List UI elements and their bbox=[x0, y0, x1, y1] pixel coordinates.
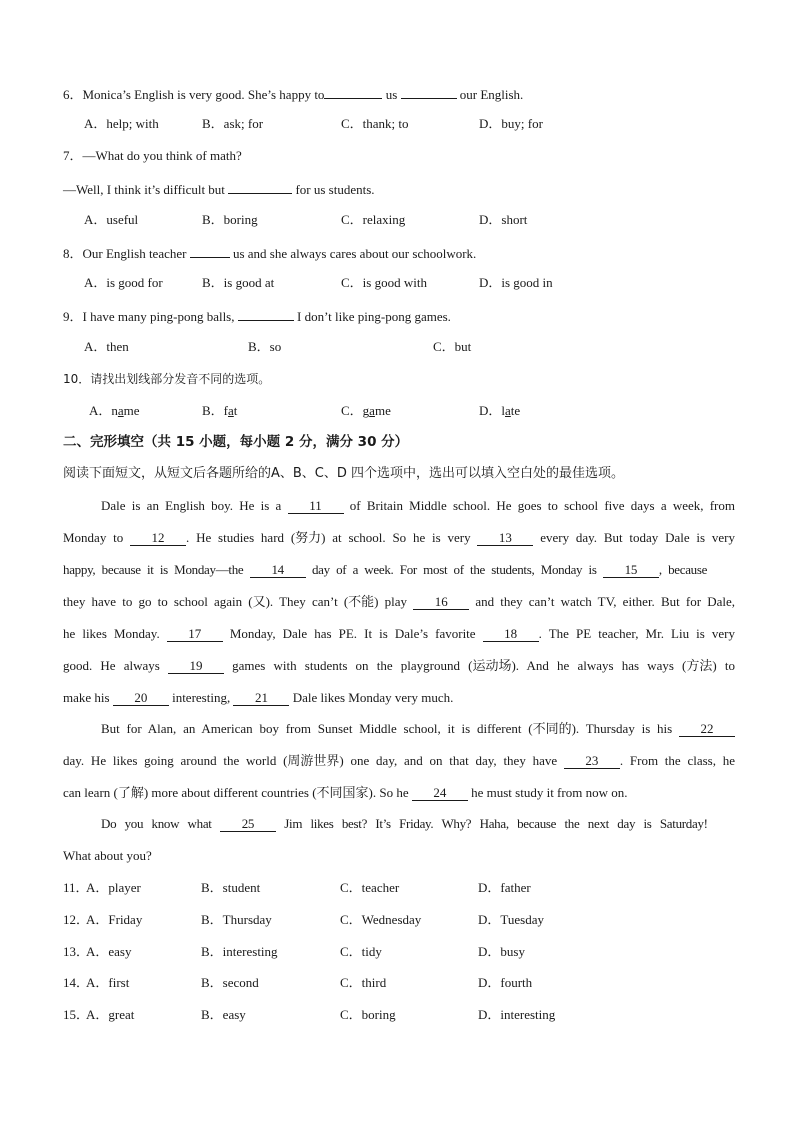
cloze-question-number: 15． bbox=[63, 1007, 90, 1023]
q9-stem-a: 9．I have many ping-pong balls, bbox=[63, 309, 238, 324]
passage-paragraph-2 bbox=[63, 720, 735, 816]
q6-blank-1 bbox=[324, 84, 382, 99]
cloze-blank-24: 24 bbox=[412, 785, 468, 801]
passage-text: they have to go to school again (又). They can’t (不能) play bbox=[63, 594, 414, 609]
q9-blank bbox=[238, 306, 294, 321]
passage-text: make his bbox=[63, 690, 113, 705]
q7-stem-b: for us students. bbox=[292, 182, 375, 197]
passage-text: day. He likes going around the world (周游世界) one day, and on that day, they have bbox=[63, 753, 564, 768]
passage-text: Monday, Dale has PE. It is Dale’s favorite bbox=[222, 626, 483, 641]
passage-line bbox=[63, 784, 735, 802]
section-2-instruction: 阅读下面短文，从短文后各题所给的A、B、C、D 四个选项中，选出可以填入空白处的最佳选项。 bbox=[63, 466, 625, 481]
cloze-option-d: D．Tuesday bbox=[478, 911, 544, 927]
cloze-option-b: B．second bbox=[201, 975, 259, 991]
q6-option-b: B．ask; for bbox=[202, 116, 264, 131]
passage-line bbox=[63, 529, 735, 547]
q9-option-a: A．then bbox=[84, 339, 129, 354]
cloze-question-row bbox=[63, 974, 735, 992]
cloze-blank-22: 22 bbox=[679, 721, 735, 737]
cloze-blank-15: 15 bbox=[603, 562, 659, 578]
passage-text: and they can’t watch TV, either. But for Dale, bbox=[469, 594, 735, 609]
passage-line bbox=[63, 657, 735, 675]
q7-option-d: D．short bbox=[479, 212, 528, 227]
q8-option-a: A．is good for bbox=[84, 275, 163, 290]
cloze-option-c: C．third bbox=[340, 975, 387, 991]
q8-stem-a: 8．Our English teacher bbox=[63, 246, 190, 261]
passage-line bbox=[63, 593, 735, 611]
q9-stem-b: I don’t like ping-pong games. bbox=[293, 309, 451, 324]
passage-line bbox=[63, 497, 735, 515]
q6-option-a: A．help; with bbox=[84, 116, 159, 131]
q6-blank-2 bbox=[401, 84, 457, 99]
q8-option-b: B．is good at bbox=[202, 275, 275, 290]
q10-option-c: C．game bbox=[341, 403, 391, 418]
passage-line bbox=[63, 815, 735, 833]
cloze-option-a: A．first bbox=[86, 975, 130, 991]
passage-paragraph-3 bbox=[63, 815, 735, 879]
cloze-option-b: B．interesting bbox=[201, 943, 278, 959]
cloze-question-row bbox=[63, 879, 735, 897]
cloze-option-d: D．busy bbox=[478, 943, 525, 959]
cloze-question-row bbox=[63, 1006, 735, 1024]
q6-stem-c: our English. bbox=[456, 87, 524, 102]
cloze-blank-13: 13 bbox=[477, 530, 533, 546]
cloze-blank-25: 25 bbox=[220, 816, 276, 832]
passage-text: Dale is an English boy. He is a bbox=[101, 498, 288, 513]
cloze-option-c: C．teacher bbox=[340, 880, 400, 895]
cloze-blank-16: 16 bbox=[413, 594, 469, 610]
passage-line bbox=[63, 847, 735, 865]
cloze-option-b: B．easy bbox=[201, 1007, 246, 1023]
cloze-option-a: A．great bbox=[86, 1007, 135, 1023]
passage-text: day of a week. For most of the students, Monday is bbox=[305, 562, 603, 577]
cloze-option-c: C．boring bbox=[340, 1007, 396, 1023]
q9-option-c: C．but bbox=[433, 339, 472, 354]
q9-option-b: B．so bbox=[248, 339, 282, 354]
passage-text: good. He always bbox=[63, 658, 168, 673]
cloze-question-number: 11． bbox=[63, 880, 89, 895]
question-6 bbox=[63, 84, 735, 104]
cloze-blank-12: 12 bbox=[130, 530, 186, 546]
question-10: 10．请找出划线部分发音不同的选项。 bbox=[63, 372, 271, 386]
passage-text: Do you know what bbox=[101, 816, 220, 831]
passage-text: Monday to bbox=[63, 530, 131, 545]
passage-text: Dale likes Monday very much. bbox=[289, 690, 454, 705]
passage-text: , because bbox=[658, 562, 708, 577]
cloze-option-d: D．fourth bbox=[478, 975, 533, 991]
q10-underlined-letter: a bbox=[369, 403, 375, 418]
q7-option-b: B．boring bbox=[202, 212, 258, 227]
q10-option-a: A．name bbox=[89, 403, 140, 418]
cloze-option-d: D．interesting bbox=[478, 1007, 556, 1023]
q8-stem-b: us and she always cares about our schoolwork. bbox=[229, 246, 477, 261]
passage-line bbox=[63, 561, 735, 579]
cloze-option-a: A．player bbox=[86, 880, 141, 895]
cloze-question-row bbox=[63, 911, 735, 929]
q8-option-c: C．is good with bbox=[341, 275, 427, 290]
cloze-question-number: 13． bbox=[63, 943, 90, 959]
passage-line bbox=[63, 720, 735, 738]
question-8 bbox=[63, 243, 735, 263]
passage-line bbox=[63, 689, 735, 707]
cloze-option-c: C．tidy bbox=[340, 943, 382, 959]
cloze-blank-20: 20 bbox=[113, 690, 169, 706]
passage-text: happy, because it is Monday—the bbox=[63, 562, 250, 577]
q6-option-c: C．thank; to bbox=[341, 116, 409, 131]
q7-option-a: A．useful bbox=[84, 212, 139, 227]
cloze-blank-14: 14 bbox=[250, 562, 306, 578]
passage-text: What about you? bbox=[63, 848, 152, 863]
cloze-option-a: A．easy bbox=[86, 943, 132, 959]
q6-option-d: D．buy; for bbox=[479, 116, 543, 131]
q10-underlined-letter: a bbox=[117, 403, 124, 418]
cloze-option-a: A．Friday bbox=[86, 911, 143, 927]
passage-paragraph-1 bbox=[63, 497, 735, 721]
cloze-question-number: 14． bbox=[63, 975, 90, 991]
q10-underlined-letter: a bbox=[228, 403, 234, 418]
passage-text: . The PE teacher, Mr. Liu is very bbox=[538, 626, 735, 641]
passage-line bbox=[63, 752, 735, 770]
q7-option-c: C．relaxing bbox=[341, 212, 406, 227]
cloze-blank-11: 11 bbox=[288, 498, 344, 514]
passage-text: he must study it from now on. bbox=[467, 785, 628, 800]
question-7-line-1: 7．—What do you think of math? bbox=[63, 148, 242, 163]
section-2-title: 二、完形填空（共 15 小题，每小题 2 分，满分 30 分） bbox=[63, 434, 409, 450]
cloze-blank-18: 18 bbox=[483, 626, 539, 642]
cloze-question-number: 12． bbox=[63, 911, 90, 927]
passage-text: . From the class, he bbox=[619, 753, 735, 768]
question-7-line-2 bbox=[63, 179, 735, 199]
passage-text: . He studies hard (努力) at school. So he is very bbox=[186, 530, 478, 545]
passage-text: But for Alan, an American boy from Sunset Middle school, it is different (不同的). Thursday is his bbox=[101, 721, 679, 736]
q10-option-d: D．late bbox=[479, 403, 521, 418]
cloze-option-d: D．father bbox=[478, 880, 531, 895]
cloze-option-c: C．Wednesday bbox=[340, 911, 422, 927]
q10-option-b: B．fat bbox=[202, 403, 238, 418]
cloze-blank-17: 17 bbox=[167, 626, 223, 642]
passage-text: of Britain Middle school. He goes to school five days a week, from bbox=[343, 498, 735, 513]
passage-text: he likes Monday. bbox=[63, 626, 167, 641]
cloze-option-b: B．student bbox=[201, 880, 261, 895]
passage-text: games with students on the playground (运动场). And he always has ways (方法) to bbox=[223, 658, 735, 673]
passage-text: Jim likes best? It’s Friday. Why? Haha, because the next day is Saturday! bbox=[275, 816, 708, 831]
cloze-blank-21: 21 bbox=[233, 690, 289, 706]
cloze-option-b: B．Thursday bbox=[201, 911, 272, 927]
q6-stem-b: us bbox=[382, 87, 401, 102]
passage-text: can learn (了解) more about different countries (不同国家). So he bbox=[63, 785, 412, 800]
q10-underlined-letter: a bbox=[505, 403, 511, 418]
passage-text: interesting, bbox=[168, 690, 234, 705]
q7-stem-a: —Well, I think it’s difficult but bbox=[63, 182, 229, 197]
q8-blank bbox=[190, 243, 230, 258]
q8-option-d: D．is good in bbox=[479, 275, 553, 290]
cloze-question-row bbox=[63, 943, 735, 961]
passage-text: every day. But today Dale is very bbox=[533, 530, 735, 545]
q7-blank bbox=[228, 179, 292, 194]
q6-stem-a: 6．Monica’s English is very good. She’s happy to bbox=[63, 87, 325, 102]
passage-line bbox=[63, 625, 735, 643]
question-9 bbox=[63, 306, 735, 326]
cloze-blank-23: 23 bbox=[564, 753, 620, 769]
cloze-blank-19: 19 bbox=[168, 658, 224, 674]
